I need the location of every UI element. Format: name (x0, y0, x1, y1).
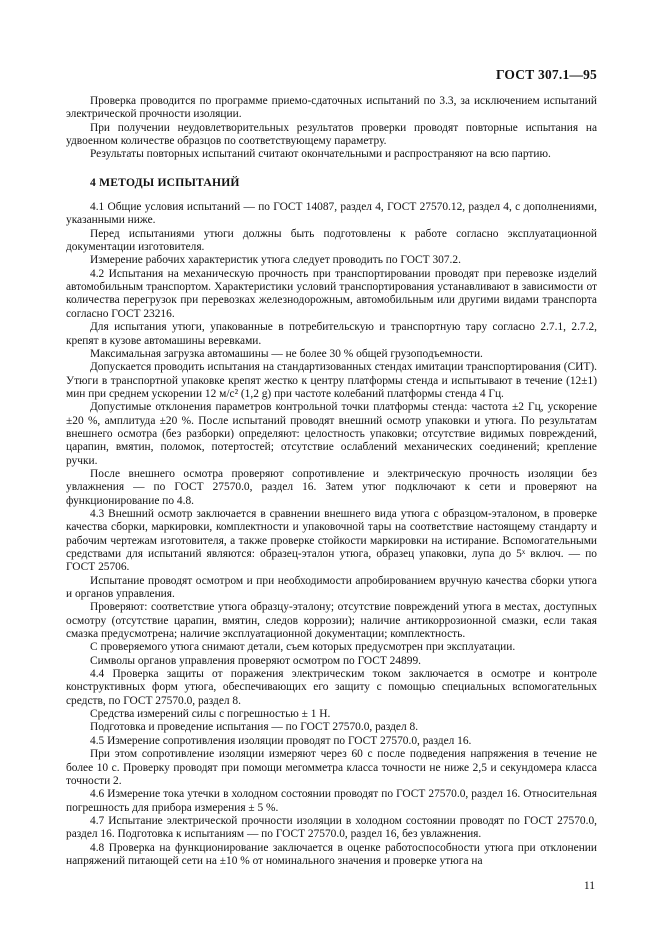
paragraph: Для испытания утюги, упакованные в потребительскую и транспортную тару согласно 2.7.1, 2.7.2, крепят в кузове автомашины веревками. (66, 321, 597, 347)
paragraph: Проверка проводится по программе приемо-сдаточных испытаний по 3.3, за исключением испытаний электрической прочности изоляции. (66, 95, 597, 121)
paragraph: При этом сопротивление изоляции измеряют через 60 с после подведения напряжения в течение не более 10 с. Проверку проводят при помощи мегомметра класса точности не ниже 2,5 и секундомера класса точности 2. (66, 748, 597, 787)
paragraph: Измерение рабочих характеристик утюга следует проводить по ГОСТ 307.2. (90, 254, 461, 267)
paragraph: Символы органов управления проверяют осмотром по ГОСТ 24899. (90, 654, 421, 667)
paragraph: 4.5 Измерение сопротивления изоляции проводят по ГОСТ 27570.0, раздел 16. (90, 734, 472, 747)
paragraph: Допускается проводить испытания на стандартизованных стендах имитации транспортирования (СИТ). Утюги в транспортной упаковке крепят жестко к центру платформы стенда и испытывают в течение (12±1) мин при среднем ускорении 12 м/с² (1,2 g) при частоте колебаний платформы стенда 4 Гц. (66, 361, 597, 400)
paragraph: 4.1 Общие условия испытаний — по ГОСТ 14087, раздел 4, ГОСТ 27570.12, раздел 4, с дополнениями, указанными ниже. (66, 201, 597, 227)
paragraph: Допустимые отклонения параметров контрольной точки платформы стенда: частота ±2 Гц, ускорение ±20 %, амплитуда ±20 %. После испытаний проводят внешний осмотр упаковки и утюга. По результатам внешнего осмотра (без разборки) определяют: целостность упаковки; отсутствие видимых повреждений, царапин, вмятин, поломок, потертостей; отсутствие ослаблений механических соединений; крепление ручки. (66, 401, 597, 467)
paragraph: С проверяемого утюга снимают детали, съем которых предусмотрен при эксплуатации. (90, 641, 516, 654)
paragraph: Подготовка и проведение испытания — по ГОСТ 27570.0, раздел 8. (90, 721, 419, 734)
page-number: 11 (583, 880, 595, 892)
paragraph: После внешнего осмотра проверяют сопротивление и электрическую прочность изоляции без увлажнения — по ГОСТ 27570.0, раздел 16. Затем утюг подключают к сети и проверяют на функционирование по 4.8. (66, 467, 597, 507)
paragraph: 4.7 Испытание электрической прочности изоляции в холодном состоянии проводят по ГОСТ 27570.0, раздел 16. Подготовка к испытаниям — по ГОСТ 27570.0, раздел 16, без увлажнения. (66, 814, 597, 841)
page-header-doc-id: ГОСТ 307.1—95 (495, 67, 597, 82)
paragraph: Перед испытаниями утюги должны быть подготовлены к работе согласно эксплуатационной документации изготовителя. (66, 227, 597, 254)
paragraph: При получении неудовлетворительных результатов проверки проводят повторные испытания на удвоенном количестве образцов по соответствующему параметру. (66, 121, 597, 148)
paragraph: 4.3 Внешний осмотр заключается в сравнении внешнего вида утюга с образцом-эталоном, в проверке качества сборки, маркировки, комплектности и упаковочной тары на соответствие настоящему стандарту и рабочим чертежам изготовителя, а также проверке стойкости маркировки на истирание. Вспомогательными средствами для испытаний являются: образец-эталон утюга, образец упаковки, лупа до 5ˣ включ. — по ГОСТ 25706. (66, 507, 597, 574)
paragraph: Результаты повторных испытаний считают окончательными и распространяют на всю партию. (90, 148, 551, 161)
paragraph: 4.6 Измерение тока утечки в холодном состоянии проводят по ГОСТ 27570.0, раздел 16. Относительная погрешность для прибора измерения ± 5 %. (66, 788, 597, 814)
paragraph: Испытание проводят осмотром и при необходимости апробированием вручную качества сборки утюга и органов управления. (66, 574, 597, 601)
document-body (66, 95, 597, 868)
paragraph: Максимальная загрузка автомашины — не более 30 % общей грузоподъемности. (90, 347, 483, 360)
paragraph: Средства измерений силы с погрешностью ± 1 Н. (90, 708, 331, 721)
paragraph: Проверяют: соответствие утюга образцу-эталону; отсутствие повреждений утюга в местах, доступных осмотру (отсутствие царапин, вмятин, следов коррозии); наличие антикоррозионной смазки, если такая смазка предусмотрена; наличие эксплуатационной документации; комплектность. (66, 601, 597, 641)
paragraph: 4.8 Проверка на функционирование заключается в оценке работоспособности утюга при отклонении напряжений питающей сети на ±10 % от номинального значения и проверке утюга на (66, 841, 597, 867)
section-heading: 4 МЕТОДЫ ИСПЫТАНИЙ (90, 175, 240, 189)
paragraph: 4.4 Проверка защиты от поражения электрическим током заключается в осмотре и контроле конструктивных форм утюга, обеспечивающих его защиту с помощью специальных вспомогательных средств, по ГОСТ 27570.0, раздел 8. (66, 668, 597, 707)
paragraph: 4.2 Испытания на механическую прочность при транспортировании проводят при перевозке изделий автомобильным транспортом. Характеристики условий транспортирования устанавливают в зависимости от количества перегрузок при перевозках железнодорожным, автомобильным или другими видами транспорта согласно ГОСТ 23216. (66, 267, 597, 320)
